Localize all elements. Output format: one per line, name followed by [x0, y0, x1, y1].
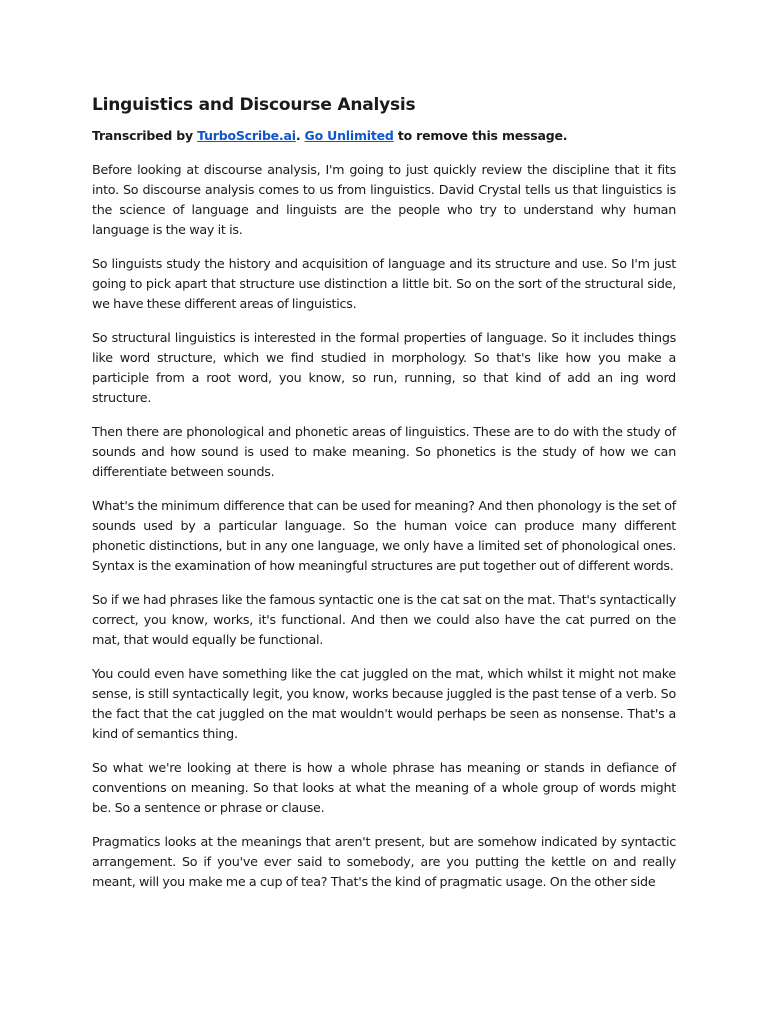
document-page — [92, 92, 676, 906]
paragraph: You could even have something like the cat juggled on the mat, which whilst it might not make sense, is still syntactically legit, you know, works because juggled is the past tense of a verb. So the fact that the cat juggled on the mat wouldn't would perhaps be seen as nonsense. That's a kind of semantics thing. — [92, 666, 676, 741]
paragraph: So if we had phrases like the famous syntactic one is the cat sat on the mat. That's syntactically correct, you know, works, it's functional. And then we could also have the cat purred on the mat, that would equally be functional. — [92, 592, 676, 647]
banner-separator: . — [295, 128, 305, 143]
document-title: Linguistics and Discourse Analysis — [92, 95, 416, 115]
paragraph: Then there are phonological and phonetic areas of linguistics. These are to do with the study of sounds and how sound is used to make meaning. So phonetics is the study of how we can differentiate between sounds. — [92, 424, 676, 479]
paragraph: So linguists study the history and acquisition of language and its structure and use. So I'm just going to pick apart that structure use distinction a little bit. So on the sort of the structural side, we have these different areas of linguistics. — [92, 256, 676, 311]
banner-suffix: to remove this message. — [393, 128, 568, 143]
go-unlimited-link[interactable]: Go Unlimited — [304, 128, 394, 143]
paragraph: So structural linguistics is interested in the formal properties of language. So it includes things like word structure, which we find studied in morphology. So that's like how you make a participle from a root word, you know, so run, running, so that kind of add an ing word structure. — [92, 330, 676, 405]
transcription-banner — [92, 126, 676, 146]
paragraph: So what we're looking at there is how a whole phrase has meaning or stands in defiance of conventions on meaning. So that looks at what the meaning of a whole group of words might be. So a sentence or phrase or clause. — [92, 760, 676, 815]
paragraph: Before looking at discourse analysis, I'm going to just quickly review the discipline that it fits into. So discourse analysis comes to us from linguistics. David Crystal tells us that linguistics is the science of language and linguists are the people who try to understand why human language is the way it is. — [92, 162, 676, 237]
paragraph: Pragmatics looks at the meanings that aren't present, but are somehow indicated by syntactic arrangement. So if you've ever said to somebody, are you putting the kettle on and really meant, will you make me a cup of tea? That's the kind of pragmatic usage. On the other side — [92, 834, 676, 889]
banner-prefix: Transcribed by — [92, 128, 198, 143]
turboscribe-link[interactable]: TurboScribe.ai — [197, 128, 296, 143]
paragraph: What's the minimum difference that can be used for meaning? And then phonology is the set of sounds used by a particular language. So the human voice can produce many different phonetic distinctions, but in any one language, we only have a limited set of phonological ones. Syntax is the examination of how meaningful structures are put together out of different words. — [92, 498, 676, 573]
